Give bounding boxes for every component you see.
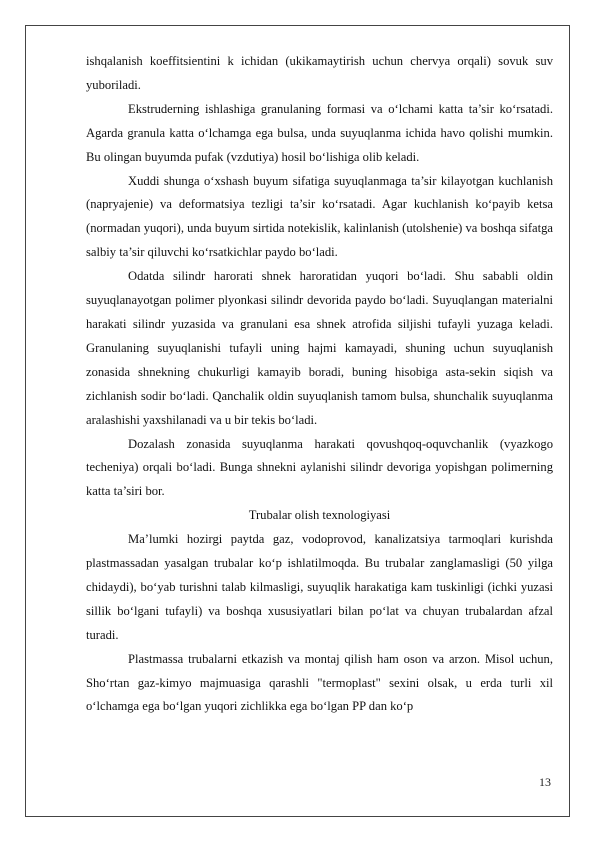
section-heading: Trubalar olish texnologiyasi [248, 508, 391, 523]
paragraph: Ma’lumki hozirgi paytda gaz, vodoprovod, kanalizatsiya tarmoqlari kurishda plastmassadan yasalgan trubalar ko‘p ishlatilmoqda. Bu trubalar zanglamasligi (50 yilga chidaydi), bo‘yab turishni talab kilmasligi, suyuqlik harakatiga kam tuskinligi (ichki yuzasi sillik bo‘lgani tufayli) va boshqa xususiyatlari bilan po‘lat va chuyan trubalardan afzal turadi. [86, 532, 553, 642]
page-number: 13 [539, 775, 551, 789]
paragraph: Plastmassa trubalarni etkazish va montaj qilish ham oson va arzon. Misol uchun, Sho‘rtan gaz-kimyo majmuasiga qarashli "termoplast" sexini olsak, u erda turli xil o‘lchamga ega bo‘lgan yuqori zichlikka ega bo‘lgan PP dan ko‘p [86, 651, 553, 714]
document-body [86, 50, 553, 719]
paragraph: ishqalanish koeffitsientini k ichidan (ukikamaytirish uchun chervya orqali) sovuk suv yuboriladi. [86, 54, 553, 92]
paragraph: Xuddi shunga o‘xshash buyum sifatiga suyuqlanmaga ta’sir kilayotgan kuchlanish (napryajenie) va deformatsiya tezligi ta’sir ko‘rsatadi. Agar kuchlanish ko‘payib ketsa (normadan yuqori), unda buyum sirtida notekislik, kalinlanish (utolshenie) va boshqa sifatga salbiy ta’sir qiluvchi ko‘rsatkichlar paydo bo‘ladi. [86, 173, 553, 260]
paragraph: Dozalash zonasida suyuqlanma harakati qovushqoq-oquvchanlik (vyazkogo techeniya) orqali bo‘ladi. Bunga shnekni aylanishi silindr devoriga yopishgan polimerning katta ta’siri bor. [86, 436, 553, 499]
paragraph: Ekstruderning ishlashiga granulaning formasi va o‘lchami katta ta’sir ko‘rsatadi. Agarda granula katta o‘lchamga ega bulsa, unda suyuqlanma ichida havo qolishi mumkin. Bu olingan buyumda pufak (vzdutiya) hosil bo‘lishiga olib keladi. [86, 101, 553, 164]
paragraph: Odatda silindr harorati shnek haroratidan yuqori bo‘ladi. Shu sababli oldin suyuqlanayotgan polimer plyonkasi silindr devorida paydo bo‘ladi. Suyuqlangan materialni harakati silindr yuzasida va granulani esa shnek atrofida siljishi tufayli yuzaga keladi. Granulaning suyuqlanishi tufayli uning hajmi kamayadi, shuning uchun suyuqlanish zonasida shnekning chukurligi kamayib boradi, buning hisobiga asta-sekin siqish va zichlanish sodir bo‘ladi. Qanchalik oldin suyuqlanish tamom bulsa, shunchalik suyuqlanma aralashishi yaxshilanadi va u bir tekis bo‘ladi. [86, 269, 553, 427]
